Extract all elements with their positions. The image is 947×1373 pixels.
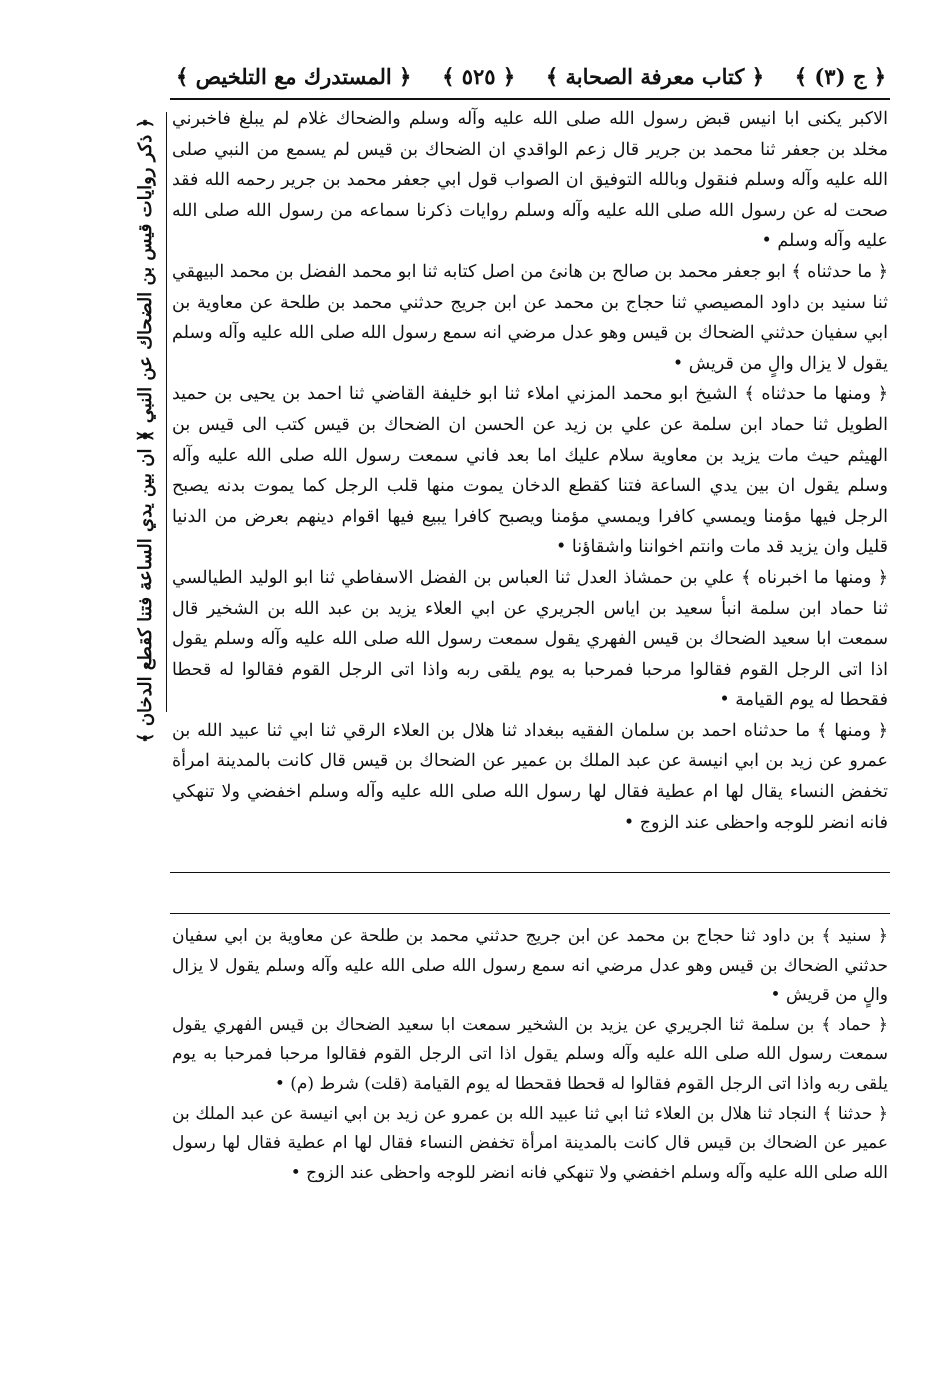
book-title: ﴿ المستدرك مع التلخيص ﴾ [176, 63, 412, 89]
page-number: ﴿ ٥٢٥ ﴾ [442, 63, 516, 89]
main-paragraph: ﴿ ما حدثناه ﴾ ابو جعفر محمد بن صالح بن هانئ من اصل كتابه ثنا ابو محمد الفضل بن محمد البيهقي ثنا سنيد بن داود المصيصي ثنا حجاج بن محمد عن ابن جريج حدثني محمد بن طلحة عن معاوية بن ابي سفيان حدثني الضحاك بن قيس وهو عدل مرضي انه سمع رسول الله صلى الله عليه وآله وسلم يقول لا يزال والٍ من قريش • [172, 261, 888, 374]
talkhis-paragraph: ﴿ حماد ﴾ بن سلمة ثنا الجريري عن يزيد بن الشخير سمعت ابا سعيد الضحاك بن قيس الفهري يقول سمعت رسول الله صلى الله عليه وآله وسلم يقول اذا اتى الرجل القوم فقالوا مرحبا فمرحبا به يوم يلقى ربه واذا اتى الرجل القوم فقالوا له قحطا فقحطا له يوم القيامة (قلت) شرط (م) • [172, 1014, 888, 1094]
main-paragraph: الاكبر يكنى ابا انيس قبض رسول الله صلى الله عليه وآله وسلم والضحاك غلام لم يبلغ فاخبرني مخلد بن جعفر ثنا محمد بن جرير قال زعم الواقدي ان الضحاك بن قيس لم يسمع من النبي صلى الله عليه وآله وسلم فنقول وبالله التوفيق ان الصواب قول ابي جعفر محمد بن جرير رحمه الله فقد صحت له عن رسول الله صلى الله عليه وآله وسلم روايات ذكرنا سماعه من رسول الله صلى الله عليه وآله وسلم • [172, 109, 888, 252]
main-paragraph: ﴿ ومنها ما اخبرناه ﴾ علي بن حمشاذ العدل ثنا العباس بن الفضل الاسفاطي ثنا ابو الوليد الطيالسي ثنا حماد ابن سلمة انبأ سعيد بن اياس الجريري عن ابي العلاء يزيد بن عبد الله بن الشخير قال سمعت ابا سعيد الضحاك بن قيس الفهري يقول سمعت رسول الله صلى الله عليه وآله وسلم يقول اذا اتى الرجل القوم فقالوا مرحبا فمرحبا به يوم يلقى ربه واذا اتى الرجل القوم فقالوا له قحطا فقحطا له يوم القيامة • [172, 567, 888, 711]
header-divider [170, 98, 890, 100]
footnote-divider-bottom [170, 913, 890, 914]
talkhis-paragraph: ﴿ حدثنا ﴾ النجاد ثنا هلال بن العلاء ثنا ابي ثنا عبيد الله بن عمرو عن زيد بن ابي انيسة عن عبد الملك بن عمير عن الضحاك بن قيس قال كانت بالمدينة امرأة تخفض النساء فقال لها ام عطية فقال لها رسول الله صلى الله عليه وآله وسلم اخفضي ولا تنهكي فانه انضر للوجه واحظى عند الزوج • [172, 1103, 888, 1183]
main-text [172, 104, 888, 838]
footnote-divider-top [170, 872, 890, 873]
volume-number: ﴿ ج (٣) ﴾ [794, 63, 886, 89]
margin-gloss: ﴿ ذكر روايات قيس بن الضحاك عن النبي ﴾ [135, 118, 156, 441]
main-paragraph: ﴿ ومنها ما حدثناه ﴾ الشيخ ابو محمد المزني املاء ثنا ابو خليفة القاضي ثنا احمد بن يحيى بن حميد الطويل ثنا حماد ابن سلمة عن علي بن زيد عن الحسن ان الضحاك بن قيس كتب الى قيس بن الهيثم حيث مات يزيد بن معاوية سلام عليك اما بعد فاني سمعت رسول الله صلى الله عليه وآله وسلم يقول ان بين يدي الساعة فتنا كقطع الدخان يموت منها قلب الرجل كما يموت بدنه يصبح الرجل فيها مؤمنا ويمسي كافرا ويمسي مؤمنا ويصبح كافرا يبيع فيها اقوام دينهم بعرض من الدنيا قليل وان يزيد قد مات وانتم اخواننا واشقاؤنا • [172, 384, 888, 558]
talkhis-section [172, 922, 888, 1188]
main-paragraph: ﴿ ومنها ﴾ ما حدثناه احمد بن سلمان الفقيه ببغداد ثنا هلال بن العلاء الرقي ثنا ابي ثنا عبيد الله بن عمرو عن زيد بن ابي انيسة عن عبد الملك بن عمير عن الضحاك بن قيس قال كانت بالمدينة امرأة تخفض النساء يقال لها ام عطية فقال لها رسول الله صلى الله عليه وآله وسلم اخفضي ولا تنهكي فانه انضر للوجه واحظى عند الزوج • [172, 720, 888, 833]
margin-gloss: ﴿ ان بين يدي الساعة فتنا كقطع الدخان ﴾ [135, 432, 156, 744]
talkhis-paragraph: ﴿ سنيد ﴾ بن داود ثنا حجاج بن محمد عن ابن جريج حدثني محمد بن طلحة عن معاوية بن ابي سفيان حدثني الضحاك بن قيس وهو عدل مرضي انه سمع رسول الله صلى الله عليه وآله وسلم يقول لا يزال والٍ من قريش • [172, 926, 888, 1006]
chapter-title: ﴿ كتاب معرفة الصحابة ﴾ [545, 63, 765, 89]
running-header [176, 52, 886, 100]
